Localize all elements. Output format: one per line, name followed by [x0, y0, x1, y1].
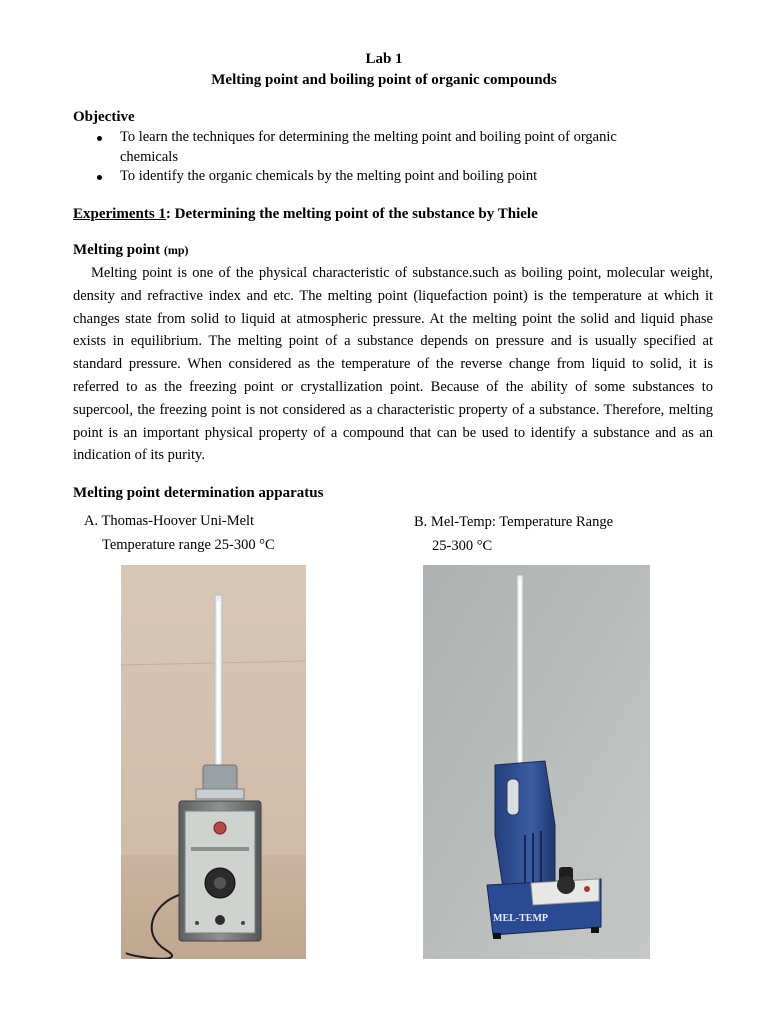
objective-bullet-1: To learn the techniques for determining the melting point and boiling point of organic	[120, 129, 617, 145]
mel-temp-photo	[423, 565, 650, 959]
experiment-heading	[73, 206, 538, 223]
objective-bullet-2: To identify the organic chemicals by the melting point and boiling point	[120, 168, 538, 184]
apparatus-heading: Melting point determination apparatus	[73, 485, 324, 501]
apparatus-a-range: Temperature range 25-300 °C	[102, 537, 275, 553]
melting-point-heading	[73, 242, 189, 259]
page-title: Melting point and boiling point of organic compounds	[211, 72, 557, 88]
mel-temp-brand: MEL-TEMP	[493, 913, 548, 924]
melting-point-paragraph	[73, 262, 713, 467]
thomas-hoover-photo	[121, 565, 306, 959]
experiment-label: Experiments 1	[73, 206, 166, 222]
objective-heading: Objective	[73, 109, 135, 125]
apparatus-b-range: 25-300 °C	[432, 538, 493, 554]
lab-number: Lab 1	[365, 51, 403, 67]
bullet-icon	[97, 175, 102, 180]
bullet-icon	[97, 136, 102, 141]
experiment-title: : Determining the melting point of the substance by Thiele	[165, 206, 538, 222]
melting-point-heading-text: Melting point	[73, 242, 161, 258]
apparatus-a-label: A. Thomas-Hoover Uni-Melt	[84, 513, 255, 529]
melting-point-text: Melting point is one of the physical characteristic of substance.such as boiling point, molecular weight, density and refractive index and etc. The melting point (liquefaction point) is the temperature at which it changes state from solid to liquid at atmospheric pressure. At the melting point the solid and liquid phase exists in equilibrium. The melting point of a substance depends on pressure and is usually specified at standard pressure. When considered as the temperature of the reverse change from liquid to solid, it is referred to as the freezing point or crystallization point. Because of the ability of some substances to supercool, the freezing point is not considered as a characteristic property of a substance. Therefore, melting point is an important physical property of a compound that can be used to identify a substance and as an indication of its purity.	[73, 265, 713, 464]
melting-point-heading-suffix: (mp)	[163, 243, 189, 257]
apparatus-b-label: B. Mel-Temp: Temperature Range	[414, 514, 614, 530]
objective-bullet-1-cont: chemicals	[120, 149, 178, 165]
